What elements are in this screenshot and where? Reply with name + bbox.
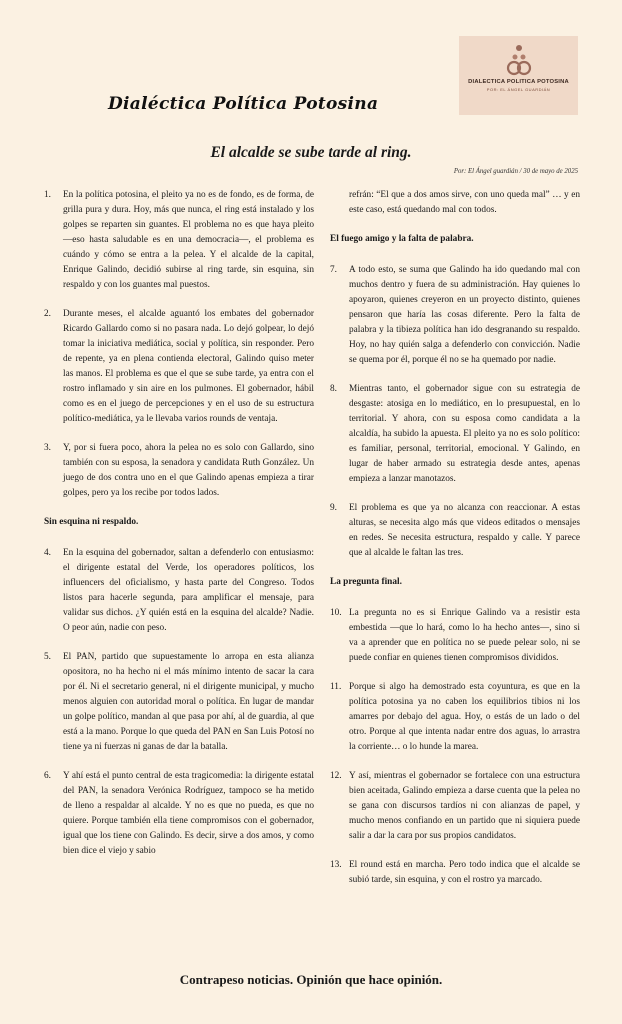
item-text: Durante meses, el alcalde aguantó los embates del gobernador Ricardo Gallardo como si no pasara nada. Lo dejó golpear, lo dejó tomar la iniciativa mediática, social y política, sin responder. Pero de repente, ya en plena contienda electoral, Galindo quiso meter las manos. El problema es que el que se sube tarde, ya entra con el rostro inflamado y sin aire en los pulmones. El gobernador, hábil como es en el juego de percepciones y en el uso de su estructura político-mediática, ya le llevaba varios rounds de ventaja. bbox=[63, 309, 314, 424]
item-number: 1. bbox=[44, 190, 51, 200]
list-item bbox=[330, 858, 580, 888]
footer-slogan: Contrapeso noticias. Opinión que hace opinión. bbox=[179, 972, 443, 987]
item-number: 13. bbox=[330, 860, 342, 870]
list-item bbox=[330, 606, 580, 666]
item-number: 9. bbox=[330, 503, 337, 513]
list-item bbox=[44, 650, 314, 755]
item-number: 2. bbox=[44, 309, 51, 319]
logo-mark-icon bbox=[504, 44, 534, 76]
list-item bbox=[44, 546, 314, 636]
list-item bbox=[330, 382, 580, 487]
article-title: El alcalde se sube tarde al ring. bbox=[210, 144, 412, 161]
list-item bbox=[330, 501, 580, 561]
logo-subtitle: POR: EL ÁNGEL GUARDIÁN bbox=[486, 87, 551, 92]
item-text: Y así, mientras el gobernador se fortalece con una estructura bien aceitada, Galindo empieza a darse cuenta que la pelea no se gana con discursos tardíos ni con alianzas de papel, y mucho menos confiando en un partido que ni siquiera puede salir a dar la cara por sus propios candidatos. bbox=[349, 771, 580, 841]
article-byline: Por: El Ángel guardián / 30 de mayo de 2025 bbox=[453, 168, 578, 175]
list-item bbox=[330, 680, 580, 755]
section-heading: El fuego amigo y la falta de palabra. bbox=[330, 234, 474, 244]
item-number: 4. bbox=[44, 548, 51, 558]
item-text: En la esquina del gobernador, saltan a defenderlo con entusiasmo: el dirigente estatal del Verde, los operadores políticos, los influencers del oficialismo, y hasta parte del Congreso. Todos listos para hacerle segunda, para amplificar el mensaje, para validar sus dichos. ¿Y quién está en la esquina del alcalde? Nadie. O peor aún, nadie con peso. bbox=[63, 548, 314, 633]
list-item bbox=[330, 263, 580, 368]
item-text: El round está en marcha. Pero todo indica que el alcalde se subió tarde, sin esquina, y con el rostro ya marcado. bbox=[349, 860, 580, 885]
list-item bbox=[330, 769, 580, 844]
list-item bbox=[44, 188, 314, 293]
section-heading: Sin esquina ni respaldo. bbox=[44, 517, 139, 527]
list-item bbox=[44, 769, 314, 859]
item-number: 6. bbox=[44, 771, 51, 781]
item-number: 12. bbox=[330, 771, 342, 781]
item-number: 8. bbox=[330, 384, 337, 394]
item-text: Y ahí está el punto central de esta tragicomedia: la dirigente estatal del PAN, la senadora Verónica Rodríguez, tampoco se ha metido de lleno a respaldar al alcalde. Y no es que no pueda, es que no quiere. Porque también ella tiene compromisos con el gobernador, igual que los tiene con Galindo. Es decir, sirve a dos amos, y como bien dice el viejo y sabio bbox=[63, 771, 314, 856]
section-heading: La pregunta final. bbox=[330, 577, 402, 587]
publication-logo bbox=[459, 36, 578, 115]
left-column bbox=[44, 188, 314, 873]
item-text: Mientras tanto, el gobernador sigue con su estrategia de desgaste: atosiga en lo mediático, en lo presupuestal, en lo territorial. Y ahora, con su esposa como candidata a la alcaldía, ha subido la apuesta. El pleito ya no es solo político: es familiar, personal, territorial, emocional. Y Galindo, en lugar de haber armado su estrategia desde antes, apenas empieza a lanzar manotazos. bbox=[349, 384, 580, 484]
item-number: 3. bbox=[44, 443, 51, 453]
logo-title: DIALECTICA POLITICA POTOSINA bbox=[468, 79, 569, 85]
item-number: 11. bbox=[330, 682, 342, 692]
item-text: A todo esto, se suma que Galindo ha ido quedando mal con muchos dentro y fuera de su administración. Hay quienes lo apoyaron, quienes creyeron en un proyecto distinto, quienes pensaron que haría las cosas diferente. Pero la falta de palabra y la tibieza política han ido desgranando su respaldo. Hoy, no hay quién salga a defenderlo con convicción. Nadie se quema por él, porque él no se ha quemado por nadie. bbox=[349, 265, 580, 365]
item-text: El problema es que ya no alcanza con reaccionar. A estas alturas, se necesita algo más que videos editados o mensajes en redes. Se necesita estructura, respaldo y calle. Y parece que al alcalde le faltan las tres. bbox=[349, 503, 580, 558]
item-text: El PAN, partido que supuestamente lo arropa en esta alianza opositora, no ha hecho ni el más mínimo intento de sacar la cara por él. Ni el secretario general, ni el dirigente municipal, y mucho menos alguien con autoridad moral o política. En lugar de mandar un golpe político, mandan al que pasa por ahí, al de guardia, al que está a la mano. Porque lo que queda del PAN en San Luis Potosí no tiene ya ni fuerzas ni ganas de dar la batalla. bbox=[63, 652, 314, 752]
item-number: 7. bbox=[330, 265, 337, 275]
item-text: Porque si algo ha demostrado esta coyuntura, es que en la política potosina ya no caben los equilibrios tibios ni los amarres por debajo del agua. Hoy, o estás de un lado o del otro. Porque al que intenta nadar entre dos aguas, lo arrastra la corriente… o lo hunde la marea. bbox=[349, 682, 580, 752]
continued-text: refrán: “El que a dos amos sirve, con uno queda mal” … y en este caso, está quedando mal con todos. bbox=[349, 190, 580, 215]
list-item bbox=[44, 307, 314, 427]
item-text: En la política potosina, el pleito ya no es de fondo, es de forma, de grilla pura y dura. Hoy, más que nunca, el ring está instalado y los golpes se reparten sin guantes. El problema no es que haya pleito —eso hasta saludable es en una democracia—, el problema es cuándo y cómo se entra a la pelea. Y el alcalde de la capital, Enrique Galindo, decidió subirse al ring tarde, sin esquina, sin respaldo y con los guantes mal puestos. bbox=[63, 190, 314, 290]
item-text: Y, por si fuera poco, ahora la pelea no es solo con Gallardo, sino también con su esposa, la senadora y candidata Ruth González. Un juego de dos contra uno en el que Galindo apenas empieza a tirar golpes, pero ya los recibe por todos lados. bbox=[63, 443, 314, 498]
item-text: La pregunta no es si Enrique Galindo va a resistir esta embestida —que lo hará, como lo ha hecho antes—, sino si va a aprender que en política no se puede pelear solo, ni se puede confiar en quienes tienen compromisos divididos. bbox=[349, 608, 580, 663]
item-number: 10. bbox=[330, 608, 342, 618]
right-column bbox=[330, 188, 580, 902]
list-item bbox=[44, 441, 314, 501]
brand-script-title: Dialéctica Política Potosina bbox=[108, 94, 379, 114]
item-number: 5. bbox=[44, 652, 51, 662]
